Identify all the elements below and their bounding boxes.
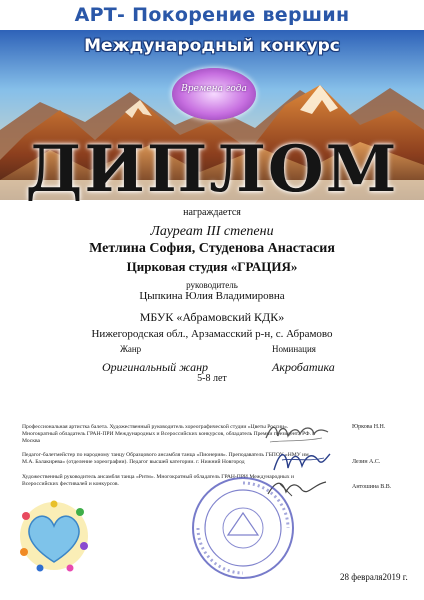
leader-name: Цыпкина Юлия Владимировна: [139, 290, 285, 302]
jury-name-2: Лезин А.С.: [352, 459, 381, 465]
contest-name: Международный конкурс: [84, 36, 340, 56]
organization-place: Нижегородская обл., Арзамасский р-н, с. Абрамово: [91, 328, 333, 340]
nomination-value: Акробатика: [272, 360, 335, 374]
genre-value: Оригинальный жанр: [102, 360, 209, 374]
organization-name: МБУК «Абрамовский КДК»: [139, 310, 285, 324]
contest-logo-text: Времена года: [181, 84, 247, 94]
participant-names: Метлина София, Студенова Анастасия: [89, 241, 335, 256]
official-stamp: [190, 475, 296, 581]
jury-description-1: Профессиональная артистка балета. Художественный руководитель хореографической студии «Цветы России». Многократный обладатель ГРАН-ПРИ Международных и Всероссийских конкурсов, обладатель Премии президента РФ. г. Москва: [22, 424, 316, 444]
top-title: АРТ- Покорение вершин: [74, 4, 350, 26]
signature-2: [268, 446, 334, 474]
issue-date: 28 февраля2019 г.: [340, 572, 408, 582]
festival-corner-logo: [14, 496, 94, 576]
diploma-title: ДИПЛОМ: [25, 132, 399, 207]
genre-label: Жанр: [120, 344, 142, 354]
signature-1: [262, 420, 332, 446]
jury-description-3: Художественный руководитель ансамбля танца «Ритм». Многократный обладатель ГРАН-ПРИ Международных и Всероссийских фестивалей и конкурсов.: [22, 474, 294, 487]
jury-description-2: Педагог-балетмейстер по народному танцу Образцового ансамбля танца «Пионерия». Преподаватель ГБПОУ «НМУ им. М.А. Балакирева» (отделение хореографии). Педагог высшей категории. г. Нижний Новгород: [22, 452, 311, 465]
leader-label: руководитель: [186, 280, 238, 290]
nomination-label: Номинация: [272, 344, 316, 354]
age-group: 5-8 лет: [197, 373, 227, 384]
jury-name-1: Юркова Н.Н.: [352, 424, 386, 430]
jury-name-3: Антошина В.В.: [352, 484, 392, 490]
studio-name: Цирковая студия «ГРАЦИЯ»: [126, 259, 298, 274]
awarded-label: награждается: [183, 207, 241, 218]
contest-logo: [172, 68, 256, 120]
laureate-degree: Лауреат III степени: [150, 224, 274, 239]
